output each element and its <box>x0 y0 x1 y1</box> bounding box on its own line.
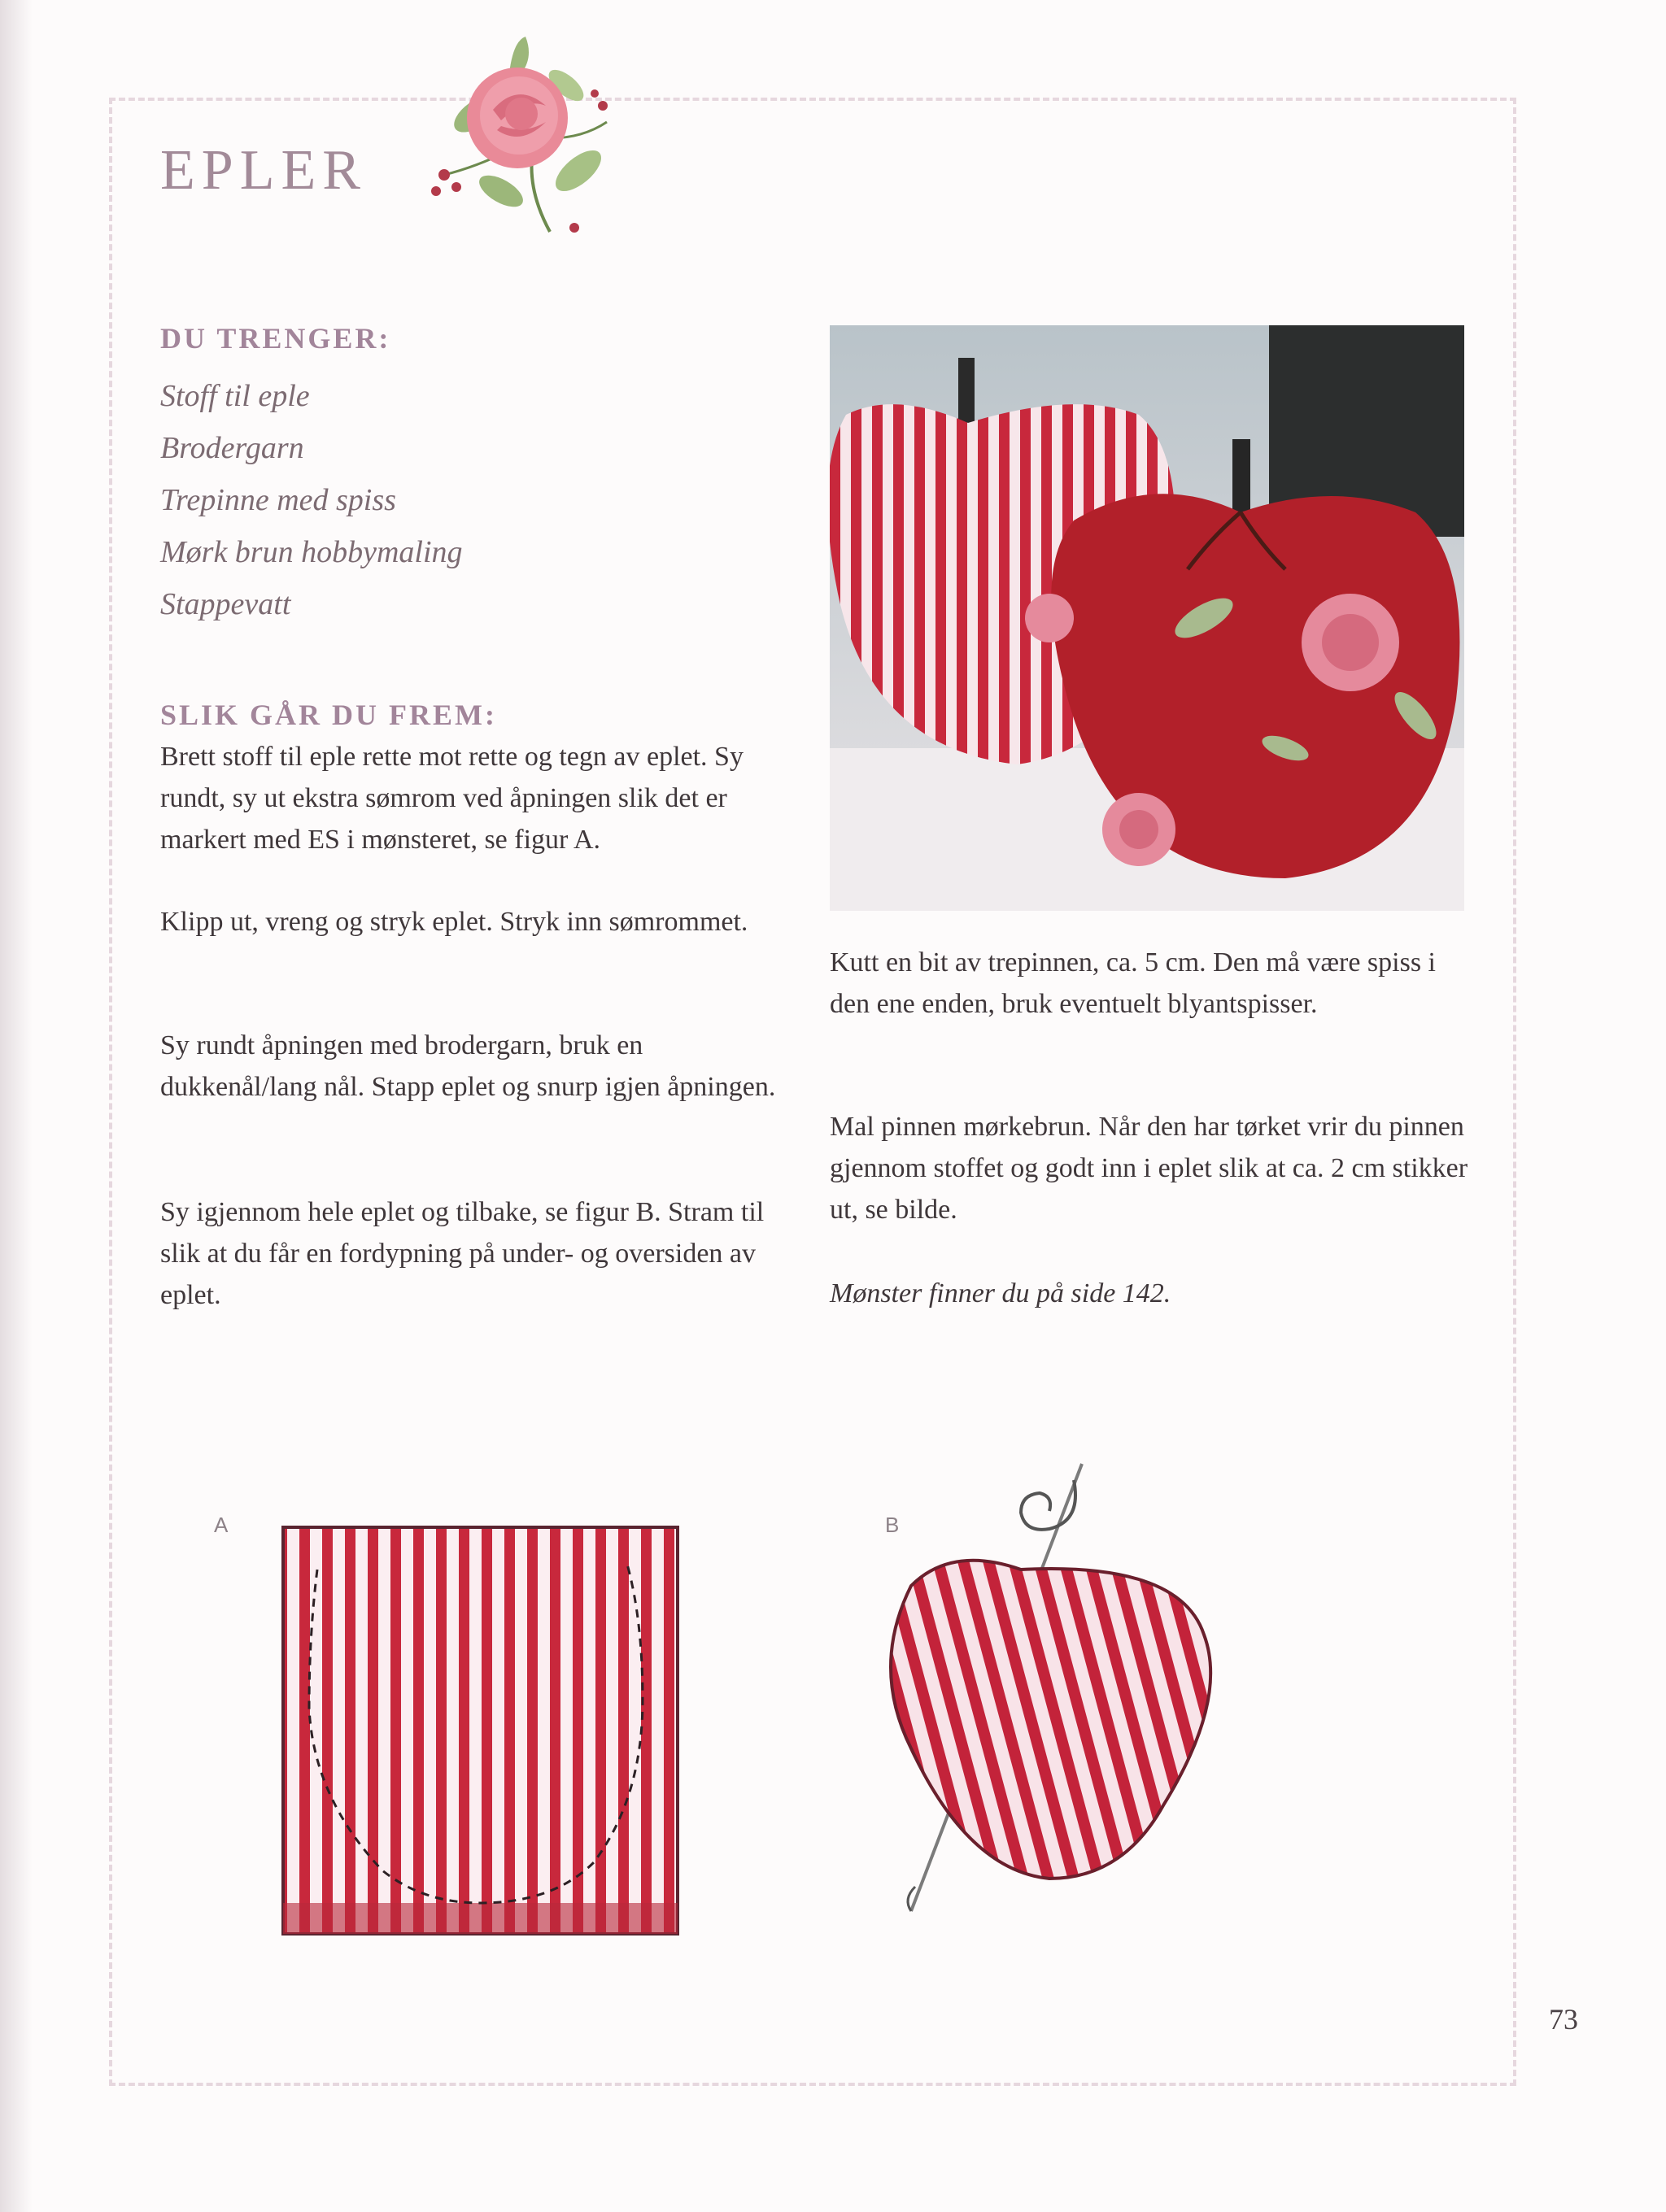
figure-a-fabric-illustration <box>277 1521 691 1944</box>
method-heading: SLIK GÅR DU FREM: <box>160 699 498 731</box>
rose-ornament-icon <box>412 24 623 244</box>
material-item: Trepinne med spiss <box>160 483 396 517</box>
page-title: EPLER <box>160 139 367 202</box>
instruction-paragraph: Sy igjennom hele eplet og tilbake, se figur B. Stram til slik at du får en fordypning på under- og oversiden av eplet. <box>160 1197 765 1310</box>
material-item: Stappevatt <box>160 587 291 621</box>
page-gutter-shadow <box>0 0 33 2212</box>
material-item: Brodergarn <box>160 431 304 465</box>
figure-b-label: B <box>885 1513 900 1537</box>
instruction-paragraph: Kutt en bit av trepinnen, ca. 5 cm. Den må være spiss i den ene enden, bruk eventuelt blyantspisser. <box>830 947 1436 1019</box>
material-item: Mørk brun hobbymaling <box>160 535 463 569</box>
instruction-paragraph: Mal pinnen mørkebrun. Når den har tørket vrir du pinnen gjennom stoffet og godt inn i eplet slik at ca. 2 cm stikker ut, se bilde. <box>830 1112 1468 1225</box>
instruction-paragraph: Klipp ut, vreng og stryk eplet. Stryk inn sømrommet. <box>160 907 748 937</box>
materials-list <box>160 370 463 630</box>
instruction-paragraph: Brett stoff til eple rette mot rette og tegn av eplet. Sy rundt, sy ut ekstra sømrom ved åpningen slik det er markert med ES i mønsteret, se figur A. <box>160 742 744 855</box>
materials-heading: DU TRENGER: <box>160 322 391 355</box>
figure-a-label: A <box>214 1513 229 1537</box>
pattern-note: Mønster finner du på side 142. <box>830 1278 1171 1308</box>
apples-photo <box>830 325 1464 911</box>
instruction-paragraph: Sy rundt åpningen med brodergarn, bruk en dukkenål/lang nål. Stapp eplet og snurp igjen åpningen. <box>160 1030 776 1102</box>
material-item: Stoff til eple <box>160 379 310 413</box>
figure-b-apple-needle-illustration <box>879 1456 1236 1927</box>
page-number: 73 <box>1549 2003 1578 2036</box>
